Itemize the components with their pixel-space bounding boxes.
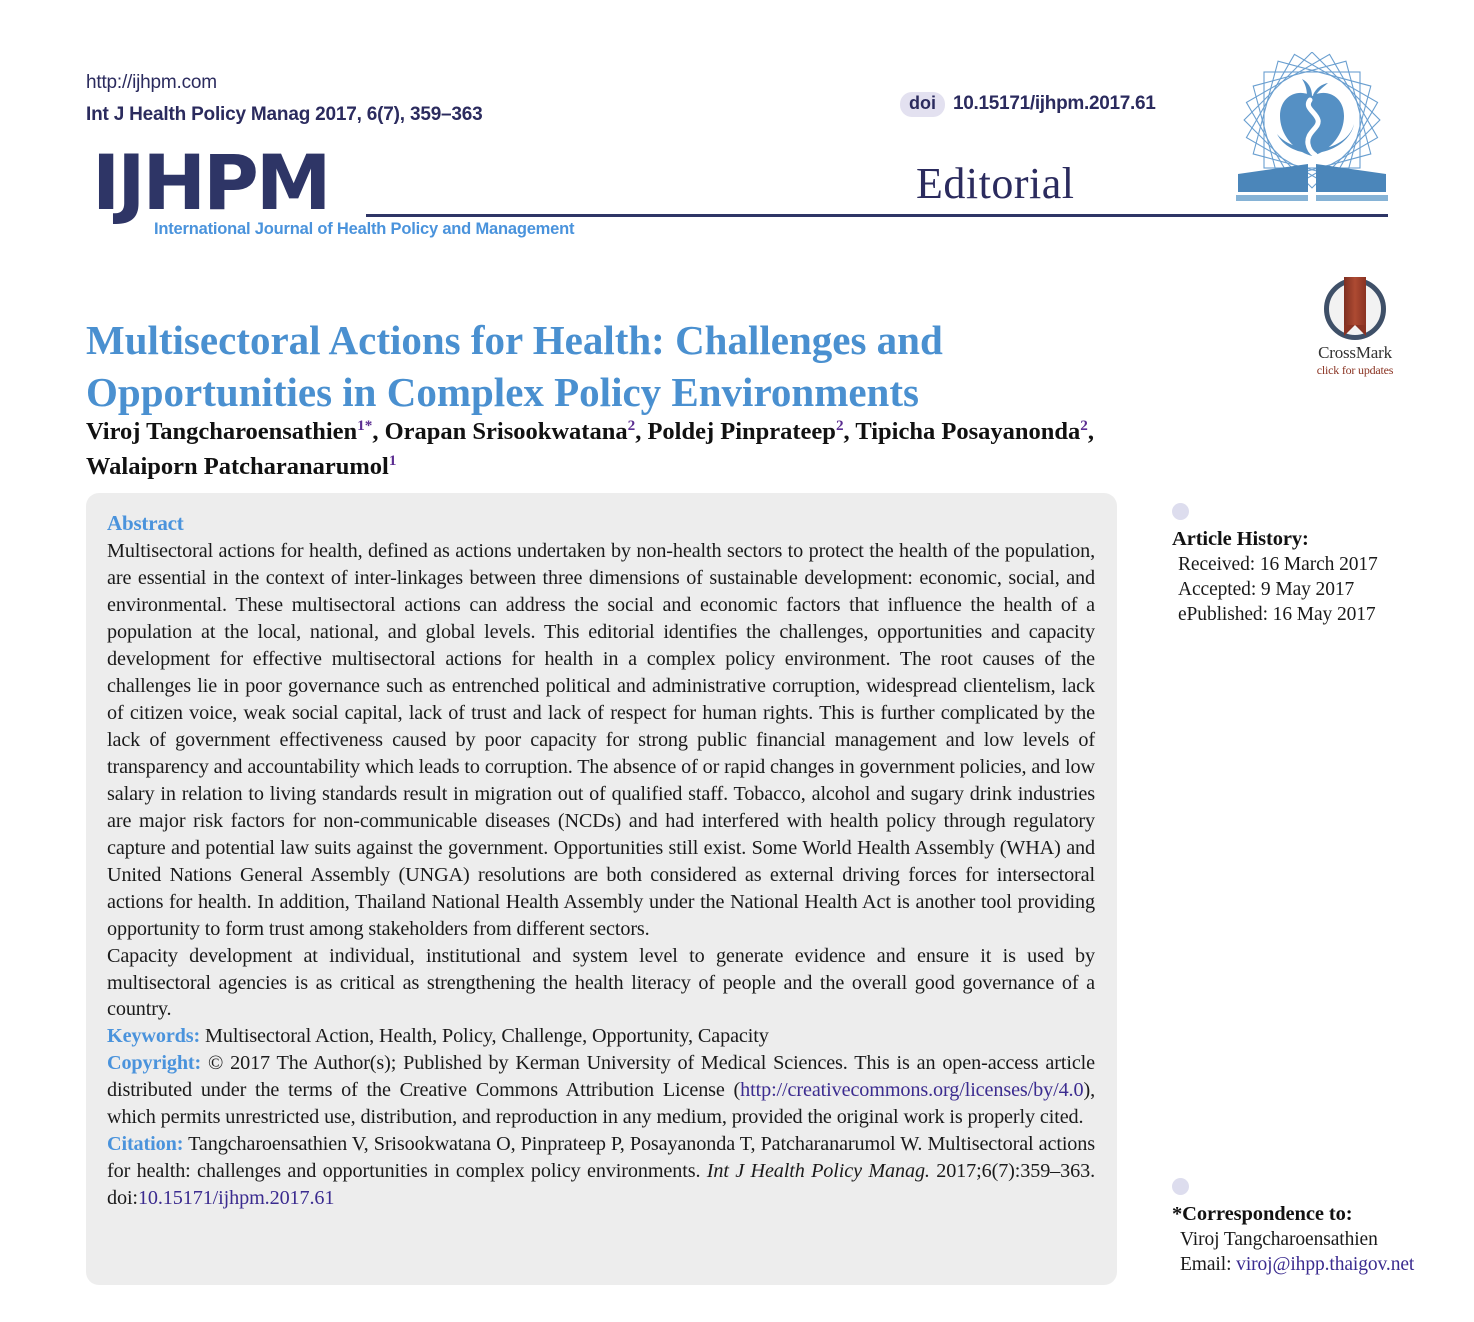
crossmark-ribbon-icon bbox=[1344, 277, 1366, 325]
copyright-text-2: ), which permits unrestricted use, distribution, and reproduction in any medium, provided the original work is properly cited. bbox=[107, 1079, 1095, 1129]
article-epublished-date: ePublished: 16 May 2017 bbox=[1178, 604, 1376, 625]
journal-logo-subtitle: International Journal of Health Policy and Management bbox=[154, 219, 575, 238]
crossmark-icon bbox=[1324, 278, 1386, 340]
abstract-paragraph-1: Multisectoral actions for health, defined as actions undertaken by non-health sectors to protect the health of the population, are essential in the context of inter-linkages between three dimensions of sustainable development: economic, social, and environmental. These multisectoral actions can address the social and economic factors that influence the health of a population at the local, national, and global levels. This editorial identifies the challenges, opportunities and capacity development for effective multisectoral actions for health in a complex policy environment. The root causes of the challenges lie in poor governance such as entrenched political and administrative corruption, widespread clientelism, lack of citizen voice, weak social capital, lack of trust and lack of respect for human rights. This is further complicated by the lack of government effectiveness caused by poor capacity for strong public financial management and low levels of transparency and accountability which leads to corruption. The absence of or rapid changes in government policies, and low salary in relation to living standards result in migration out of qualified staff. Tobacco, alcohol and sugary drink industries are major risk factors for non-communicable diseases (NCDs) and had interfered with health policy through regulatory capture and potential law suits against the government. Opportunities still exist. Some World Health Assembly (WHA) and United Nations General Assembly (UNGA) resolutions are both considered as external driving forces for intersectoral actions for health. In addition, Thailand National Health Assembly under the National Health Act is another tool providing opportunity to form trust among stakeholders from different sectors. bbox=[107, 540, 1095, 940]
author-name-5: Walaiporn Patcharanarumol bbox=[86, 452, 389, 480]
journal-emblem-icon bbox=[1222, 52, 1402, 217]
author-affil-2: 2 bbox=[627, 416, 636, 434]
keywords-label: Keywords: bbox=[107, 1025, 201, 1048]
bullet-dot-icon bbox=[1172, 1178, 1189, 1195]
author-sep-3: , Tipicha Posayanonda bbox=[843, 418, 1081, 445]
journal-url[interactable]: http://ijhpm.com bbox=[86, 72, 217, 93]
author-sep-2: , Poldej Pinprateep bbox=[635, 418, 836, 445]
article-type-label: Editorial bbox=[916, 159, 1075, 208]
author-sep-1: , Orapan Srisookwatana bbox=[372, 418, 628, 445]
citation-journal-name: Int J Health Policy Manag. bbox=[706, 1160, 930, 1183]
author-list bbox=[86, 415, 1116, 485]
citation-text-1: Tangcharoensathien V, Srisookwatana O, Pinprateep P, Posayanonda T, Patcharanarumol W. Multisectoral actions for health: challenges and opportunities in complex policy environments. bbox=[107, 1133, 1095, 1183]
crossmark-subtitle: click for updates bbox=[1316, 363, 1394, 377]
author-name-1: Viroj Tangcharoensathien bbox=[86, 418, 358, 445]
author-sep-4: , bbox=[1087, 418, 1094, 445]
copyright-label: Copyright: bbox=[107, 1052, 202, 1075]
crossmark-name: CrossMark bbox=[1318, 343, 1392, 362]
article-history-title: Article History: bbox=[1172, 528, 1309, 550]
citation-text-2: 2017;6(7):359–363. doi: bbox=[107, 1160, 1096, 1210]
article-accepted-date: Accepted: 9 May 2017 bbox=[1178, 579, 1355, 600]
author-affil-5: 1 bbox=[388, 451, 397, 469]
article-received-date: Received: 16 March 2017 bbox=[1178, 554, 1378, 575]
author-affil-4: 2 bbox=[1080, 416, 1088, 434]
journal-logo[interactable] bbox=[92, 138, 575, 239]
citation-doi-link[interactable]: 10.15171/ijhpm.2017.61 bbox=[137, 1187, 335, 1210]
abstract-paragraph-2: Capacity development at individual, institutional and system level to generate evidence and ensure it is used by multisectoral agencies is as critical as strengthening the health literacy of people and the overall good governance of a country. bbox=[107, 944, 1095, 1021]
journal-issue-citation: Int J Health Policy Manag 2017, 6(7), 359–363 bbox=[86, 104, 483, 125]
keywords-row bbox=[107, 1023, 1095, 1050]
citation-label: Citation: bbox=[107, 1133, 184, 1156]
doi-label: doi bbox=[900, 92, 945, 117]
page-title: Multisectoral Actions for Health: Challenges and Opportunities in Complex Policy Environments bbox=[86, 317, 943, 416]
crossmark-badge[interactable] bbox=[1300, 278, 1410, 378]
correspondence-email-label: Email: bbox=[1180, 1254, 1237, 1275]
author-affil-3: 2 bbox=[835, 416, 844, 434]
keywords-value: Multisectoral Action, Health, Policy, Challenge, Opportunity, Capacity bbox=[200, 1025, 769, 1048]
correspondence-email-row bbox=[1180, 1254, 1452, 1276]
copyright-text-1: © 2017 The Author(s); Published by Kerman University of Medical Sciences. This is an open-access article distributed under the terms of the Creative Commons Attribution License ( bbox=[107, 1052, 1095, 1102]
abstract-heading: Abstract bbox=[107, 511, 184, 535]
doi-block bbox=[900, 92, 1156, 117]
bullet-dot-icon bbox=[1172, 503, 1189, 520]
abstract-panel bbox=[86, 493, 1117, 1285]
journal-logo-text: IJHPM bbox=[92, 138, 329, 227]
copyright-row bbox=[107, 1050, 1095, 1131]
correspondence-title: *Correspondence to: bbox=[1172, 1203, 1353, 1225]
license-link[interactable]: http://creativecommons.org/licenses/by/4.0 bbox=[740, 1079, 1084, 1102]
correspondence-name: Viroj Tangcharoensathien bbox=[1180, 1229, 1378, 1250]
citation-row bbox=[107, 1131, 1095, 1212]
author-affil-1: 1* bbox=[357, 416, 373, 434]
doi-value[interactable]: 10.15171/ijhpm.2017.61 bbox=[953, 93, 1156, 115]
correspondence-email-link[interactable]: viroj@ihpp.thaigov.net bbox=[1236, 1254, 1415, 1275]
article-history-block bbox=[1172, 503, 1442, 626]
correspondence-block bbox=[1172, 1178, 1452, 1276]
